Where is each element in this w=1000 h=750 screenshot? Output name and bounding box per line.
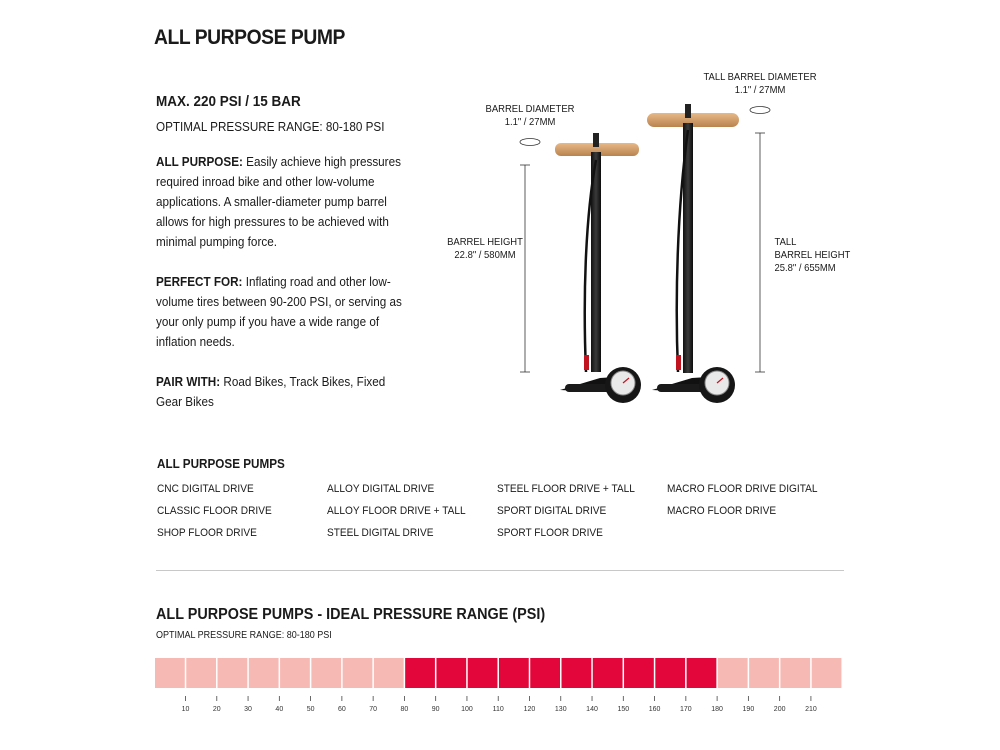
range-tick-label: 80 [400,706,409,713]
range-tick-label: 40 [275,706,284,713]
pump-list-heading: ALL PURPOSE PUMPS [157,456,285,471]
range-segment-optimal [499,658,529,688]
pump-list-column [327,478,466,544]
range-tick-label: 100 [461,706,473,713]
tall-diameter-ellipse [750,107,770,114]
perfect-for-paragraph [156,272,413,352]
range-segment [155,658,185,688]
range-tick-label: 160 [648,706,661,713]
barrel-height-title: BARREL HEIGHT [447,236,523,248]
range-tick-label: 190 [742,706,755,713]
pair-with-paragraph [156,372,413,412]
tall-barrel-height-dimension [755,133,765,372]
pump-list-item: STEEL FLOOR DRIVE + TALL [497,483,635,495]
pump-list-item: SPORT DIGITAL DRIVE [497,505,607,517]
pressure-range-subheading: OPTIMAL PRESSURE RANGE: 80-180 PSI [156,630,332,641]
range-segment [218,658,248,688]
tall-barrel-height-title: BARREL HEIGHT [774,249,851,261]
barrel-diameter-title: BARREL DIAMETER [485,103,575,115]
range-segment-optimal [655,658,685,688]
pump-list-column [157,478,272,544]
range-segment [249,658,279,688]
tall-word: TALL [774,236,797,248]
paragraph-text: Inflating road and other low-volume tires between 90-200 PSI, or serving as your only pump if you have a wide range of inflation needs. [156,274,402,349]
paragraph-text: Road Bikes, Track Bikes, Fixed Gear Bikes [156,374,386,409]
range-tick-label: 170 [679,706,692,713]
range-segment-optimal [405,658,435,688]
tall-barrel-height-value: 25.8" / 655MM [774,262,836,274]
range-segment [718,658,748,688]
range-tick-label: 110 [492,706,504,713]
pump-list-item: SHOP FLOOR DRIVE [157,527,257,539]
range-segment [374,658,404,688]
pump-list-column [667,478,818,522]
range-tick-label: 20 [212,706,221,713]
range-tick-label: 10 [181,706,190,713]
range-segment [186,658,216,688]
max-pressure-heading: MAX. 220 PSI / 15 BAR [156,93,301,110]
barrel-diameter-ellipse [520,139,540,146]
pump-list-item: MACRO FLOOR DRIVE [667,505,777,517]
all-purpose-paragraph [156,152,413,252]
range-segment-optimal [436,658,466,688]
range-segment [311,658,341,688]
pump-list-item: CNC DIGITAL DRIVE [157,483,254,495]
range-segment [812,658,842,688]
pressure-range-bar [150,655,850,717]
range-tick-label: 200 [773,706,786,713]
tall-barrel-diameter-value: 1.1" / 27MM [734,84,786,96]
range-tick-label: 150 [617,706,630,713]
pump-list-item: CLASSIC FLOOR DRIVE [157,505,272,517]
range-tick-label: 210 [805,706,817,713]
range-tick-label: 60 [337,706,346,713]
range-segment-optimal [562,658,592,688]
range-tick-label: 30 [244,706,252,713]
range-segment [343,658,373,688]
barrel-height-dimension [520,165,530,372]
tall-pump [647,104,739,403]
range-segment-optimal [624,658,654,688]
paragraph-label: PERFECT FOR: [156,274,243,289]
range-tick-label: 180 [711,706,723,713]
barrel-height-value: 22.8" / 580MM [454,249,516,261]
range-segment-optimal [530,658,560,688]
range-tick-label: 140 [586,706,598,713]
pressure-range-heading: ALL PURPOSE PUMPS - IDEAL PRESSURE RANGE (PSI) [156,606,546,623]
range-tick-label: 120 [523,706,536,713]
range-segment-optimal [687,658,717,688]
standard-pump [555,133,641,403]
range-segment [780,658,810,688]
range-segment-optimal [468,658,498,688]
optimal-pressure-text: OPTIMAL PRESSURE RANGE: 80-180 PSI [156,119,385,134]
paragraph-text: Easily achieve high pressures required inroad bike and other low-volume applications. A smaller-diameter pump barrel allows for high pressures to be achieved with minimal pumping force. [156,154,401,249]
range-tick-label: 90 [431,706,440,713]
barrel-diameter-value: 1.1" / 27MM [504,116,556,128]
range-segment-optimal [593,658,623,688]
pump-illustration [500,80,800,420]
range-tick-label: 50 [306,706,315,713]
page-title: ALL PURPOSE PUMP [154,26,345,49]
range-tick-label: 70 [369,706,378,713]
section-divider [156,570,844,571]
pump-list-item: ALLOY DIGITAL DRIVE [327,483,435,495]
pump-list-item: MACRO FLOOR DRIVE DIGITAL [667,483,818,495]
range-tick-label: 130 [554,706,567,713]
pump-list-item: STEEL DIGITAL DRIVE [327,527,434,539]
range-segment [749,658,779,688]
pump-list-column [497,478,635,544]
paragraph-label: ALL PURPOSE: [156,154,243,169]
range-segment [280,658,310,688]
pump-list-item: ALLOY FLOOR DRIVE + TALL [327,505,466,517]
paragraph-label: PAIR WITH: [156,374,221,389]
pump-list-item: SPORT FLOOR DRIVE [497,527,603,539]
tall-barrel-diameter-title: TALL BARREL DIAMETER [703,71,817,83]
